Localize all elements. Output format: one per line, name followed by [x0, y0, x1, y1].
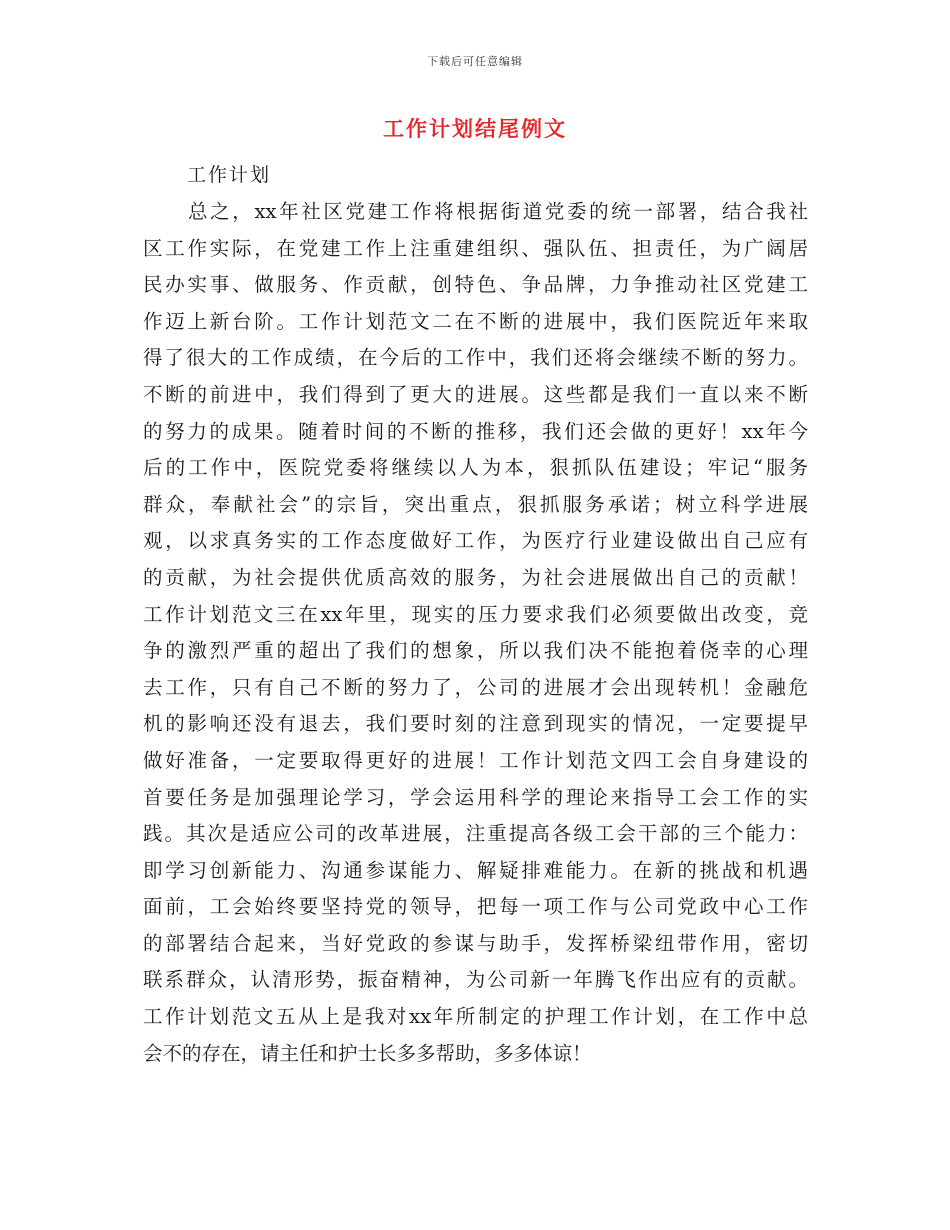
text-line: 区工作实际，在党建工作上注重建组织、强队伍、担责任，为广阔居	[143, 236, 808, 260]
text-line: 民办实事、做服务、作贡献，创特色、争品牌，力争推动社区党建工	[143, 273, 808, 297]
section-label: 工作计划	[187, 164, 272, 186]
document-title: 工作计划结尾例文	[383, 116, 567, 141]
text-line: 的部署结合起来，当好党政的参谋与助手，发挥桥梁纽带作用，密切	[143, 931, 808, 955]
text-line: 后的工作中，医院党委将继续以人为本，狠抓队伍建设；牢记“服务	[143, 456, 808, 480]
text-line: 机的影响还没有退去，我们要时刻的注意到现实的情况，一定要提早	[143, 712, 808, 736]
text-line: 工作计划范文三在xx年里，现实的压力要求我们必须要做出改变，竞	[143, 602, 808, 626]
text-line: 作迈上新台阶。工作计划范文二在不断的进展中，我们医院近年来取	[143, 309, 808, 333]
text-line: 得了很大的工作成绩，在今后的工作中，我们还将会继续不断的努力。	[143, 346, 808, 370]
text-line: 观，以求真务实的工作态度做好工作，为医疗行业建设做出自己应有	[143, 529, 808, 553]
text-line: 工作计划范文五从上是我对xx年所制定的护理工作计划，在工作中总	[143, 1005, 808, 1029]
text-line: 的贡献，为社会提供优质高效的服务，为社会进展做出自己的贡献！	[143, 565, 808, 589]
text-line: 总之，xx年社区党建工作将根据街道党委的统一部署，结合我社	[188, 200, 808, 223]
text-line: 践。其次是适应公司的改革进展，注重提高各级工会干部的三个能力：	[143, 822, 808, 846]
text-line: 不断的前进中，我们得到了更大的进展。这些都是我们一直以来不断	[143, 382, 808, 406]
text-line: 的努力的成果。随着时间的不断的推移，我们还会做的更好！xx年今	[143, 419, 808, 443]
page-header-note: 下载后可任意编辑	[427, 55, 523, 68]
text-line: 争的激烈严重的超出了我们的想象，所以我们决不能抱着侥幸的心理	[143, 639, 808, 663]
text-line: 会不的存在，请主任和护士长多多帮助，多多体谅！	[143, 1041, 592, 1065]
text-line: 群众，奉献社会”的宗旨，突出重点，狠抓服务承诺；树立科学进展	[143, 492, 808, 516]
body-text	[143, 194, 808, 1072]
text-line: 即学习创新能力、沟通参谋能力、解疑排难能力。在新的挑战和机遇	[143, 858, 808, 882]
text-line: 联系群众，认清形势，振奋精神，为公司新一年腾飞作出应有的贡献。	[143, 968, 808, 992]
text-line: 面前，工会始终要坚持党的领导，把每一项工作与公司党政中心工作	[143, 895, 808, 919]
text-line: 去工作，只有自己不断的努力了，公司的进展才会出现转机！金融危	[143, 675, 808, 699]
text-line: 做好准备，一定要取得更好的进展！工作计划范文四工会自身建设的	[143, 748, 808, 772]
text-line: 首要任务是加强理论学习，学会运用科学的理论来指导工会工作的实	[143, 785, 808, 809]
